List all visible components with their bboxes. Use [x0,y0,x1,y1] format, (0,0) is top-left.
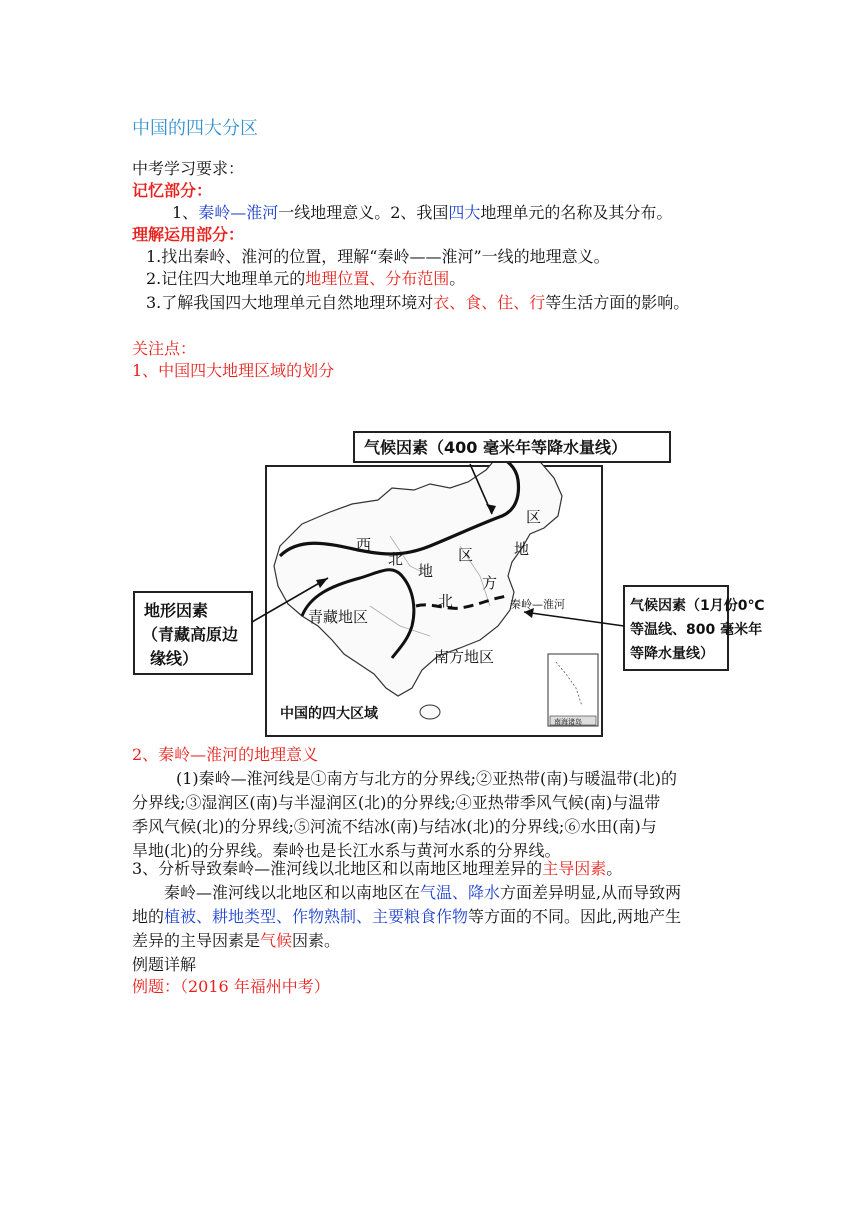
apply-item-2-post: 。 [449,269,466,288]
top-callout-text: 气候因素（400 毫米年等降水量线） [364,438,627,457]
memory-item [172,202,672,224]
right-callout-line-1: 气候因素（1月份0℃ [630,598,765,614]
section-3-line-1 [164,882,681,904]
page-title: 中国的四大分区 [132,118,258,139]
section-2-heading: 2、秦岭—淮河的地理意义 [132,745,319,764]
memory-mid: 一线地理意义。2、我国 [278,203,449,222]
label-fang: 方 [482,574,498,592]
focus-heading: 关注点： [132,339,197,358]
label-qinghai-tibet: 青藏地区 [308,608,369,626]
section-3-heading-pre: 3、分析导致秦岭—淮河线以北地区和以南地区地理差异的 [132,859,543,878]
apply-item-3-pre: 3.了解我国四大地理单元自然地理环境对 [146,293,434,312]
example-heading: 例题详解 [132,955,197,974]
inset-label: 南海诸岛 [554,718,582,726]
memory-key-four: 四大 [448,203,481,222]
label-bei-1: 北 [388,550,404,568]
apply-item-1: 1.找出秦岭、淮河的位置，理解“秦岭——淮河”一线的地理意义。 [146,247,610,266]
label-xi: 西 [356,536,372,554]
apply-item-3 [146,292,689,314]
example-label: 例题：（2016 年福州中考） [132,977,330,996]
apply-item-2-pre: 2.记住四大地理单元的 [146,269,306,288]
section-2-line-1: (1)秦岭—淮河线是①南方与北方的分界线;②亚热带(南)与暖温带(北)的 [176,769,678,788]
apply-item-2-key: 地理位置、分布范围 [305,269,450,288]
apply-item-2 [146,268,465,290]
label-bei-2: 北 [438,592,454,610]
section-3-line-1-key: 气温、降水 [420,883,501,902]
section-3-heading [132,858,622,880]
focus-point-1: 1、中国四大地理区域的划分 [132,361,335,380]
apply-item-3-key: 衣、食、住、行 [433,293,546,312]
requirements-heading: 中考学习要求： [132,159,245,178]
section-2-line-4: 旱地(北)的分界线。秦岭也是长江水系与黄河水系的分界线。 [132,841,561,860]
label-di-2: 地 [514,540,530,558]
memory-tail: 地理单元的名称及其分布。 [480,203,673,222]
china-map-svg [130,426,765,742]
inset-box [548,654,598,726]
section-3-line-3-pre: 差异的主导因素是 [132,931,261,950]
map-caption: 中国的四大区域 [280,706,378,722]
section-2-line-2: 分界线;③湿润区(南)与半湿润区(北)的分界线;④亚热带季风气候(南)与温带 [132,793,661,812]
section-3-line-2-pre: 地的 [132,907,165,926]
left-callout-line-3: 缘线） [150,649,199,668]
section-3-line-3 [132,930,340,952]
apply-item-3-post: 等生活方面的影响。 [545,293,690,312]
memory-heading: 记忆部分： [132,181,213,200]
left-callout-line-2: （青藏高原边 [142,625,239,644]
section-3-line-2 [132,906,681,928]
label-qu-2: 区 [526,508,542,526]
memory-key-qinling: 秦岭—淮河 [198,203,279,222]
label-di-1: 地 [418,562,434,580]
left-callout-line-1: 地形因素 [144,601,209,620]
section-3-heading-post: 。 [606,859,623,878]
section-3-line-1-pre: 秦岭—淮河线以北地区和以南地区在 [164,883,421,902]
memory-prefix: 1、 [172,203,199,222]
label-south: 南方地区 [434,648,495,666]
section-3-line-2-key: 植被、耕地类型、作物熟制、主要粮食作物 [164,907,469,926]
section-3-line-2-post: 等方面的不同。因此,两地产生 [468,907,682,926]
right-callout-line-3: 等降水量线） [630,646,714,662]
china-regions-map-figure [130,426,765,742]
section-3-line-3-key: 气候 [260,931,293,950]
hainan-island [420,705,440,719]
section-2-line-3: 季风气候(北)的分界线;⑤河流不结冰(南)与结冰(北)的分界线;⑥水田(南)与 [132,817,657,836]
section-3-heading-key: 主导因素 [542,859,607,878]
label-qinling-huaihe: 秦岭—淮河 [510,598,565,611]
apply-heading: 理解运用部分： [132,225,245,244]
section-3-line-1-post: 方面差异明显,从而导致两 [500,883,682,902]
label-qu-1: 区 [458,546,474,564]
section-3-line-3-post: 因素。 [292,931,341,950]
right-callout-line-2: 等温线、800 毫米年 [630,622,763,638]
